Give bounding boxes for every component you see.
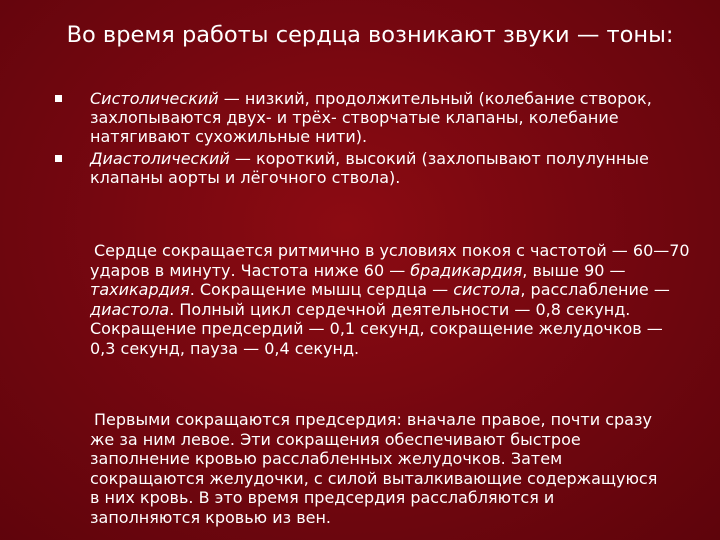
term-bradycardia: брадикардия xyxy=(410,260,523,280)
contraction-order-paragraph xyxy=(90,410,660,527)
p1-text-4: , расслабление — xyxy=(520,280,670,299)
p2-text: Первыми сокращаются предсердия: вначале правое, почти сразу же за ним левое. Эти сокращения обеспечивают быстрое заполнение кровью расслабленных желудочков. Затем сокращаются желудочки, с силой выталкивающие содержащуюся в них кровь. В это время предсердия расслабляются и заполняются кровью из вен. xyxy=(90,410,658,527)
slide-title: Во время работы сердца возникают звуки — тоны: xyxy=(66,22,674,48)
p1-text-1: Сердце сокращается ритмично в условиях покоя с частотой — 60—70 ударов в минуту. Частота ниже 60 — xyxy=(90,241,690,280)
list-item-diastolic xyxy=(0,149,660,187)
term-systolic: Систолический xyxy=(90,89,219,108)
p1-text-2: , выше 90 — xyxy=(522,260,626,280)
list-item-systolic xyxy=(0,89,660,146)
square-bullet-icon xyxy=(55,95,62,102)
term-systole: систола xyxy=(453,280,521,299)
tone-list xyxy=(0,89,720,190)
term-tachycardia: тахикардия xyxy=(90,280,190,299)
term-diastolic: Диастолический xyxy=(90,149,230,168)
systolic-description: — низкий, продолжительный (колебание створок, захлопываются двух- и трёх- створчатые клапаны, колебание натягивают сухожильные нити). xyxy=(90,89,652,146)
diastolic-description: — короткий, высокий (захлопывают полулунные клапаны аорты и лёгочного ствола). xyxy=(90,149,649,187)
p1-text-3: . Сокращение мышц сердца — xyxy=(189,280,454,299)
p1-text-5: . Полный цикл сердечной деятельности — 0,8 секунд. Сокращение предсердий — 0,1 секунд, сокращение желудочков — 0,3 секунд, пауза — 0,4 секунд. xyxy=(90,299,663,358)
square-bullet-icon xyxy=(55,155,62,162)
heart-rhythm-paragraph xyxy=(90,241,690,358)
term-diastole: диастола xyxy=(90,299,170,319)
